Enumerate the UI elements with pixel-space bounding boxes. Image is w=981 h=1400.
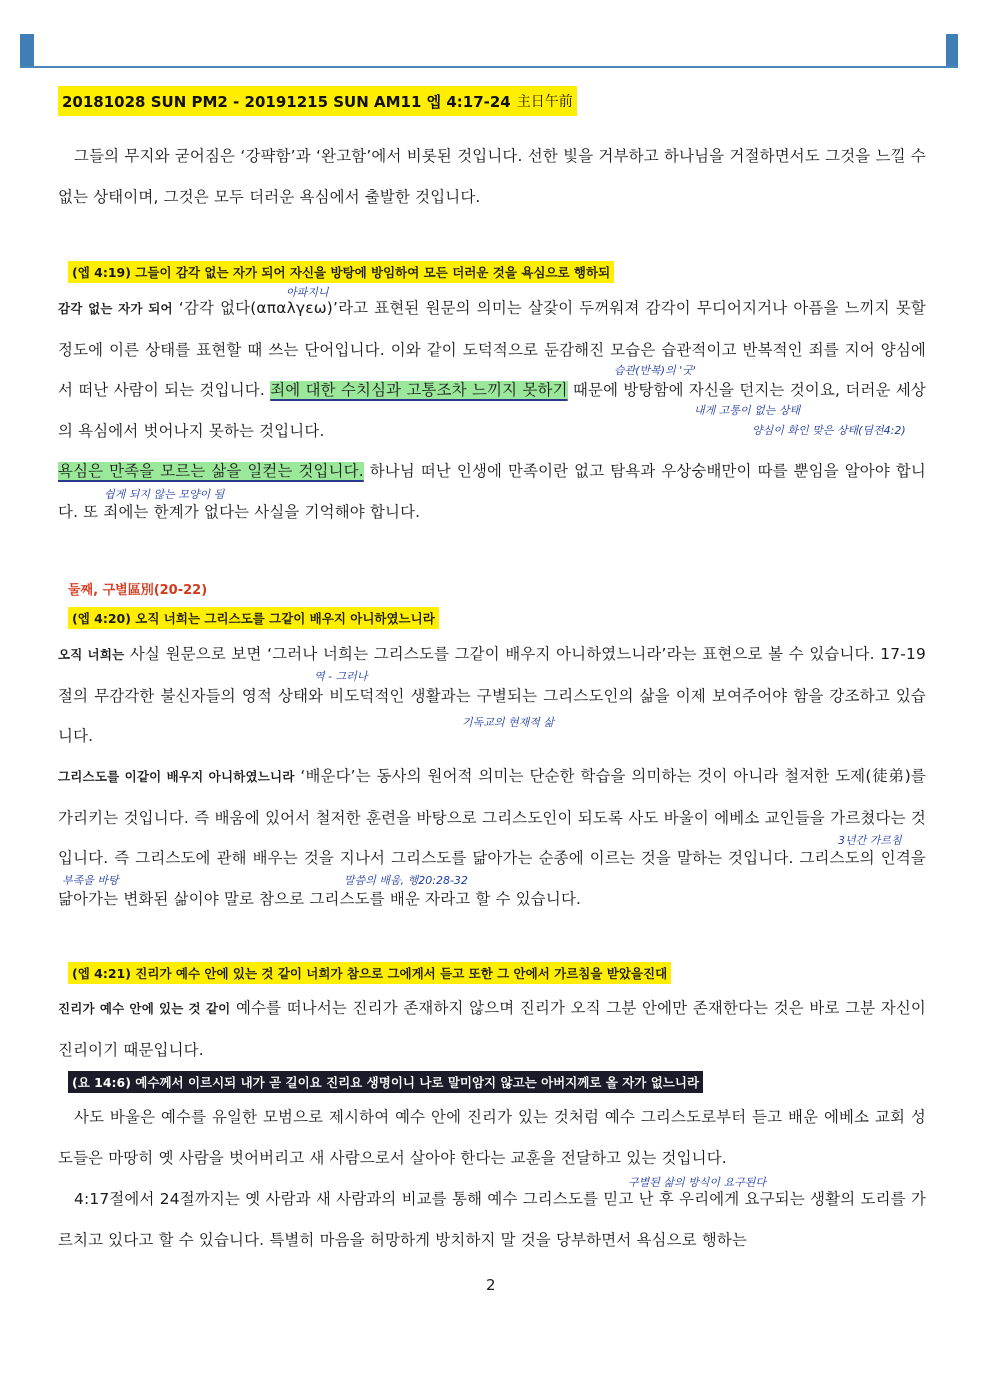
learn-label: 그리스도를 이같이 배우지 아니하였느니라: [58, 769, 295, 784]
handwritten-note: 아파지니: [286, 286, 329, 299]
v20-paragraph: [58, 634, 926, 757]
verse-eph-4-19: (엡 4:19) 그들이 감각 없는 자가 되어 자신을 방탕에 방임하여 모든 더러운 것을 욕심으로 행하되: [68, 261, 614, 283]
v19-body-2: 때문에 방탕함에 자신을 던지는 것이요, 더러운 세상의 욕심에서 벗어나지 못하는 것입니다.: [58, 381, 926, 440]
intro-paragraph: 그들의 무지와 굳어짐은 ‘강퍅함’과 ‘완고함’에서 비롯된 것입니다. 선한 빛을 거부하고 하나님을 거절하면서도 그것을 느낄 수 없는 상태이며, 그것은 모두 더러운 욕심에서 출발한 것입니다.: [58, 147, 926, 206]
learn-body: ‘배운다’는 동사의 원어적 의미는 단순한 학습을 의미하는 것이 아니라 철저한 도제(徒弟)를 가리키는 것입니다. 즉 배움에 있어서 철저한 훈련을 바탕으로 그리스도인이 되도록 사도 바울이 에베소 교인들을 가르쳤다는 것입니다. 즉 그리스도에 관해 배우는 것을 지나서 그리스도를 닮아가는 순종에 이르는 것을 말하는 것입니다. 그리스도의 인격을 닮아가는 변화된 삶이야 말로 참으로 그리스도를 배운 자라고 할 수 있습니다.: [58, 767, 926, 908]
handwritten-note: 구별된 삶의 방식이 요구된다: [628, 1176, 767, 1189]
v19-label: 감각 없는 자가 되어: [58, 301, 173, 316]
handwritten-note: 내게 고통이 없는 상태: [694, 404, 801, 417]
handwritten-note: 3년간 가르침: [838, 834, 902, 847]
greed-highlight: 욕심은 만족을 모르는 삶을 일컫는 것입니다.: [58, 462, 364, 480]
handwritten-note: 양심이 화인 맞은 상태(딤전4:2): [752, 424, 906, 437]
header-title: 20181028 SUN PM2 - 20191215 SUN AM11 엡 4:17-24: [62, 92, 511, 111]
handwritten-note: 부족을 바탕: [62, 874, 119, 887]
v21-label: 진리가 예수 안에 있는 것 같이: [58, 1001, 231, 1016]
v21-paragraph: [58, 988, 926, 1070]
greed-body: 하나님 떠난 인생에 만족이란 없고 탐욕과 우상숭배만이 따를 뿐임을 알아야 합니다. 또 죄에는 한계가 없다는 사실을 기억해야 합니다.: [58, 462, 926, 521]
paul-paragraph: 사도 바울은 예수를 유일한 모범으로 제시하여 예수 안에 진리가 있는 것처럼 예수 그리스도로부터 듣고 배운 에베소 교회 성도들은 마땅히 옛 사람을 벗어버리고 새 사람으로서 살아야 한다는 교훈을 전달하고 있는 것입니다.: [58, 1108, 926, 1167]
document-header: [58, 86, 577, 116]
learn-paragraph: [58, 756, 926, 919]
handwritten-note: 말씀의 배움, 행20:28-32: [344, 874, 468, 887]
top-right-marker: [946, 34, 958, 66]
verse-eph-4-20: (엡 4:20) 오직 너희는 그리스도를 그같이 배우지 아니하였느니라: [68, 607, 439, 629]
handwritten-note: 역 - 그러나: [314, 670, 368, 683]
header-kanji: 主日午前: [516, 94, 573, 110]
verse-john-14-6: (요 14:6) 예수께서 이르시되 내가 곧 길이요 진리요 생명이니 나로 말미암지 않고는 아버지께로 올 자가 없느니라: [68, 1071, 703, 1093]
top-border-line: [20, 66, 958, 68]
handwritten-note: 습관(반복)의 '굿': [614, 364, 696, 377]
verse-eph-4-21: (엡 4:21) 진리가 예수 안에 있는 것 같이 너희가 참으로 그에게서 듣고 또한 그 안에서 가르침을 받았을진대: [68, 962, 671, 984]
top-left-marker: [20, 34, 34, 66]
handwritten-note: 기독교의 현재적 삶: [462, 716, 555, 729]
section-title: 둘째, 구별區別(20-22): [68, 583, 208, 598]
v21-body: 예수를 떠나서는 진리가 존재하지 않으며 진리가 오직 그분 안에만 존재한다는 것은 바로 그분 자신이 진리이기 때문입니다.: [58, 999, 926, 1059]
closing-paragraph: 4:17절에서 24절까지는 옛 사람과 새 사람과의 비교를 통해 예수 그리스도를 믿고 난 후 우리에게 요구되는 생활의 도리를 가르치고 있다고 할 수 있습니다. 특별히 마음을 허망하게 방치하지 말 것을 당부하면서 욕심으로 행하는: [58, 1190, 926, 1249]
handwritten-note: 쉽게 되지 않는 모양이 됨: [104, 488, 225, 501]
v20-body: 사실 원문으로 보면 ‘그러나 너희는 그리스도를 그같이 배우지 아니하였느니라’라는 표현으로 볼 수 있습니다. 17-19절의 무감각한 불신자들의 영적 상태와 비도덕적인 생활과는 구별되는 그리스도인의 삶을 이제 보여주어야 함을 강조하고 있습니다.: [58, 645, 926, 745]
v19-highlight: 죄에 대한 수치심과 고통조차 느끼지 못하기: [270, 381, 568, 399]
page-number: 2: [486, 1276, 496, 1294]
v19-body-1: ‘감각 없다(απαλγεω)’라고 표현된 원문의 의미는 살갗이 두꺼워져 감각이 무디어지거나 아픔을 느끼지 못할 정도에 이른 상태를 표현할 때 쓰는 단어입니다. 이와 같이 도덕적으로 둔감해진 모습은 습관적이고 반복적인 죄를 지어 양심에서 떠난 사람이 되는 것입니다.: [58, 299, 926, 399]
v20-label: 오직 너희는: [58, 647, 125, 662]
